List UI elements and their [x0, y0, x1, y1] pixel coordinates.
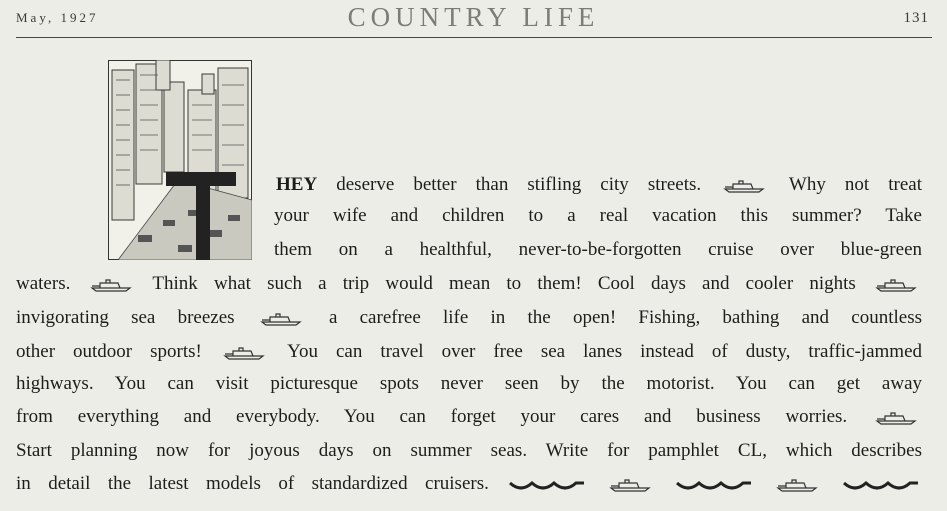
text-line-5 [16, 306, 922, 330]
boat-ornament-icon [260, 312, 304, 326]
text-segment: Think what such a trip would mean to them! Cool days and cooler nights [152, 273, 856, 294]
text-line-8 [16, 405, 922, 429]
boat-ornament-icon [609, 478, 653, 492]
drop-cap-illustration [108, 60, 252, 260]
text-segment: Why not treat [788, 174, 922, 195]
text-line-1 [276, 173, 922, 197]
wave-ornament-icon [508, 479, 586, 491]
page-number: 131 [903, 10, 929, 26]
text-line-6 [16, 340, 922, 364]
text-segment: waters. [16, 273, 71, 294]
text-segment: You can travel over free sea lanes instead of dusty, traffic-jammed [287, 341, 923, 362]
text-line-9: Start planning now for joyous days on summer seas. Write for pamphlet CL, which describes [16, 440, 922, 461]
wave-ornament-icon [842, 479, 920, 491]
text-segment: in detail the latest models of standardized cruisers. [16, 473, 489, 494]
page-header [0, 0, 947, 38]
issue-date: May, 1927 [16, 10, 99, 25]
text-line-2: your wife and children to a real vacation this summer? Take [274, 205, 922, 226]
drop-cap-continuation: HEY [276, 174, 318, 195]
text-line-10 [16, 472, 922, 496]
text-segment: deserve better than stifling city streets. [317, 174, 702, 195]
text-line-7: highways. You can visit picturesque spots never seen by the motorist. You can get away [16, 373, 922, 394]
city-skyline-illustration [108, 60, 252, 260]
wave-ornament-icon [675, 479, 753, 491]
magazine-title: COUNTRY LIFE [347, 2, 600, 32]
text-line-4 [16, 272, 922, 296]
text-line-3: them on a healthful, never-to-be-forgotten cruise over blue-green [274, 239, 922, 260]
header-rule [16, 37, 932, 38]
boat-ornament-icon [90, 278, 134, 292]
text-segment: invigorating sea breezes [16, 307, 235, 328]
text-segment: other outdoor sports! [16, 341, 202, 362]
boat-ornament-icon [875, 411, 919, 425]
boat-ornament-icon [776, 478, 820, 492]
text-segment: a carefree life in the open! Fishing, bathing and countless [328, 307, 922, 328]
text-segment: from everything and everybody. You can forget your cares and business worries. [16, 406, 848, 427]
boat-ornament-icon [723, 179, 767, 193]
boat-ornament-icon [875, 278, 919, 292]
boat-ornament-icon [223, 346, 267, 360]
